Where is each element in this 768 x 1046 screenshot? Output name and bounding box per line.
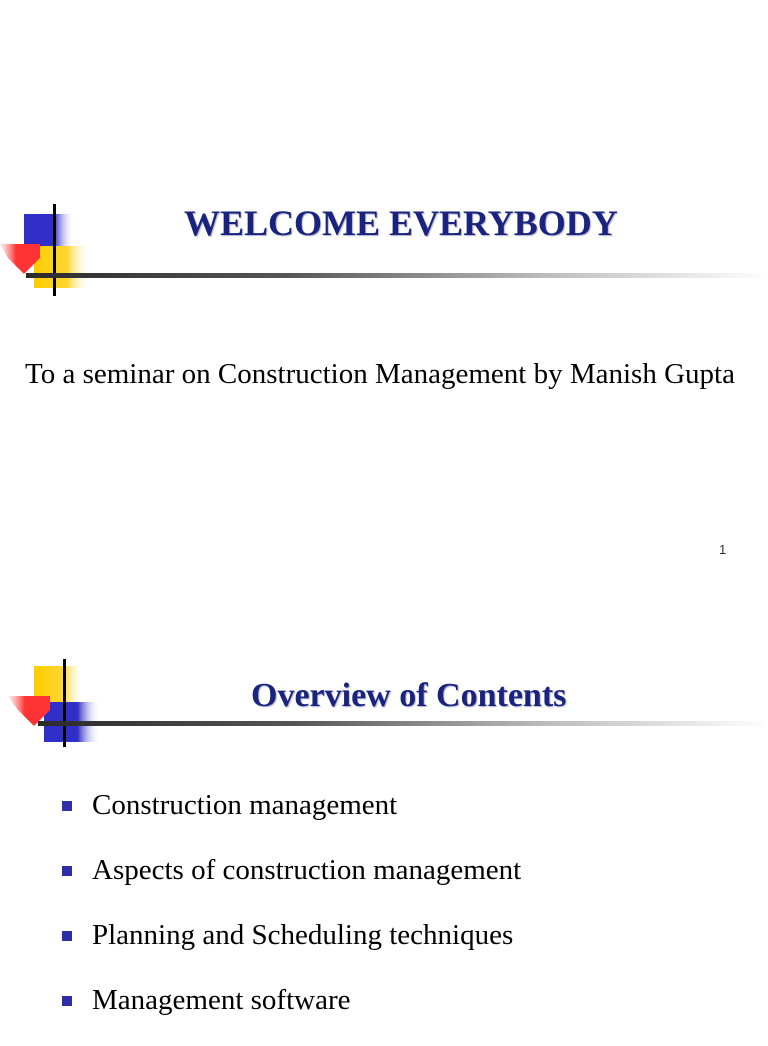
slide-title: Overview of Contents [251,677,567,714]
bullet-list [62,786,521,1046]
slide-decoration-icon [0,656,110,766]
slide-2 [0,576,768,1024]
square-bullet-icon [62,866,72,876]
square-bullet-icon [62,931,72,941]
bullet-text: Management software [92,984,351,1016]
title-rule [38,721,768,726]
bullet-text: Construction management [92,789,398,821]
page-number: 1 [719,542,727,557]
list-item [62,916,521,981]
slide-title: WELCOME EVERYBODY [184,203,618,243]
square-bullet-icon [62,996,72,1006]
list-item [62,981,521,1046]
slide-subtitle: To a seminar on Construction Management by Manish Gupta [25,358,735,390]
square-bullet-icon [62,801,72,811]
bullet-text: Aspects of construction management [92,854,522,886]
title-rule [26,273,768,278]
list-item [62,851,521,916]
bullet-text: Planning and Scheduling techniques [92,919,514,951]
slide-decoration-icon [0,198,110,308]
list-item [62,786,521,851]
